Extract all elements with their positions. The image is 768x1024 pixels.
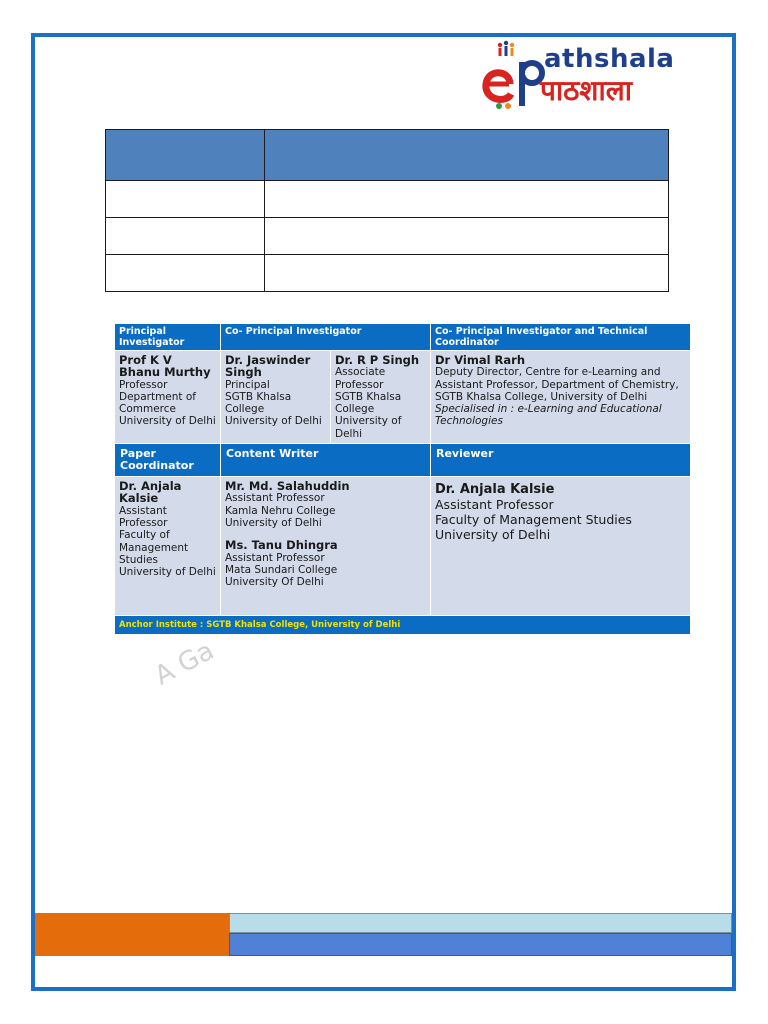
content-writer-1-line: Kamla Nehru College <box>225 504 336 517</box>
principal-investigator-cell <box>115 351 221 444</box>
info-header-cell <box>106 130 265 181</box>
credits-body-row-1 <box>115 351 691 444</box>
content-writer-2-name: Ms. Tanu Dhingra <box>225 538 338 553</box>
credits-table <box>114 323 691 635</box>
co-principal-2-cell <box>331 351 431 444</box>
content-writer-1-line: Assistant Professor <box>225 492 325 505</box>
epathshala-emblem-icon <box>478 40 548 110</box>
info-cell <box>106 218 265 255</box>
footer-bar-blue <box>229 933 732 956</box>
info-header-cell <box>265 130 669 181</box>
content-writer-2-line: Assistant Professor <box>225 551 325 564</box>
principal-line: University of Delhi <box>119 415 216 428</box>
header-co-principal-investigator: Co- Principal Investigator <box>221 324 431 351</box>
info-cell <box>106 255 265 292</box>
reviewer-cell <box>431 477 691 616</box>
credits-body-row-2 <box>115 477 691 616</box>
epathshala-logo <box>478 40 710 110</box>
co-principal-1-line: SGTB Khalsa College <box>225 390 292 416</box>
watermark: A Ga <box>150 635 219 692</box>
reviewer-line: Faculty of Management Studies <box>435 512 632 528</box>
info-cell <box>265 218 669 255</box>
header-technical-coordinator: Co- Principal Investigator and Technical Coordinator <box>431 324 691 351</box>
principal-line: Department of Commerce <box>119 390 196 416</box>
paper-coordinator-name: Dr. Anjala Kalsie <box>119 479 182 506</box>
logo-hindi-wordmark: पाठशाला <box>540 74 632 107</box>
header-content-writer: Content Writer <box>221 444 431 477</box>
technical-coordinator-name: Dr Vimal Rarh <box>435 353 526 367</box>
co-principal-1-cell <box>221 351 331 444</box>
paper-coordinator-line: University of Delhi <box>119 566 216 579</box>
technical-coordinator-spec: Specialised in : e-Learning and Educational Technologies <box>435 403 662 428</box>
content-writer-2-line: Mata Sundari College <box>225 563 338 576</box>
content-writer-1-name: Mr. Md. Salahuddin <box>225 479 350 494</box>
info-cell <box>106 181 265 218</box>
info-cell <box>265 181 669 218</box>
header-paper-coordinator: Paper Coordinator <box>115 444 221 477</box>
anchor-institute: Anchor Institute : SGTB Khalsa College, University of Delhi <box>115 616 691 635</box>
co-principal-2-name: Dr. R P Singh <box>335 353 420 367</box>
paper-coordinator-line: Faculty of Management Studies <box>119 529 189 566</box>
reviewer-line: University of Delhi <box>435 527 551 543</box>
technical-coordinator-desc: Deputy Director, Centre for e-Learning and Assistant Professor, Department of Chemistry, SGTB Khalsa College, University of Delhi <box>435 366 679 403</box>
paper-coordinator-cell <box>115 477 221 616</box>
info-table-row <box>106 255 669 292</box>
header-principal-investigator: Principal Investigator <box>115 324 221 351</box>
co-principal-1-line: Principal <box>225 378 270 391</box>
technical-coordinator-cell <box>431 351 691 444</box>
info-table-row <box>106 218 669 255</box>
principal-name: Prof K V Bhanu Murthy <box>119 353 211 380</box>
header-reviewer: Reviewer <box>431 444 691 477</box>
co-principal-2-line: Associate Professor <box>335 366 386 391</box>
footer-bar-light <box>229 913 732 933</box>
credits-footer-row <box>115 616 691 635</box>
info-table-row <box>106 181 669 218</box>
reviewer-name: Dr. Anjala Kalsie <box>435 482 555 498</box>
co-principal-1-name: Dr. Jaswinder Singh <box>225 353 311 380</box>
content-writer-cell <box>221 477 431 616</box>
co-principal-2-line: SGTB Khalsa College <box>335 390 402 416</box>
credits-header-row-1 <box>115 324 691 351</box>
principal-line: Professor <box>119 378 168 391</box>
credits-header-row-2 <box>115 444 691 477</box>
paper-coordinator-line: Assistant Professor <box>119 504 168 529</box>
content-writer-1-line: University of Delhi <box>225 516 322 529</box>
content-writer-2-line: University Of Delhi <box>225 576 324 589</box>
co-principal-2-line: University of Delhi <box>335 415 402 440</box>
reviewer-line: Assistant Professor <box>435 497 554 513</box>
footer-bar-orange <box>35 913 229 956</box>
info-table <box>105 129 669 292</box>
info-cell <box>265 255 669 292</box>
logo-wordmark: athshala <box>544 44 675 74</box>
info-table-header <box>106 130 669 181</box>
co-principal-1-line: University of Delhi <box>225 415 322 428</box>
